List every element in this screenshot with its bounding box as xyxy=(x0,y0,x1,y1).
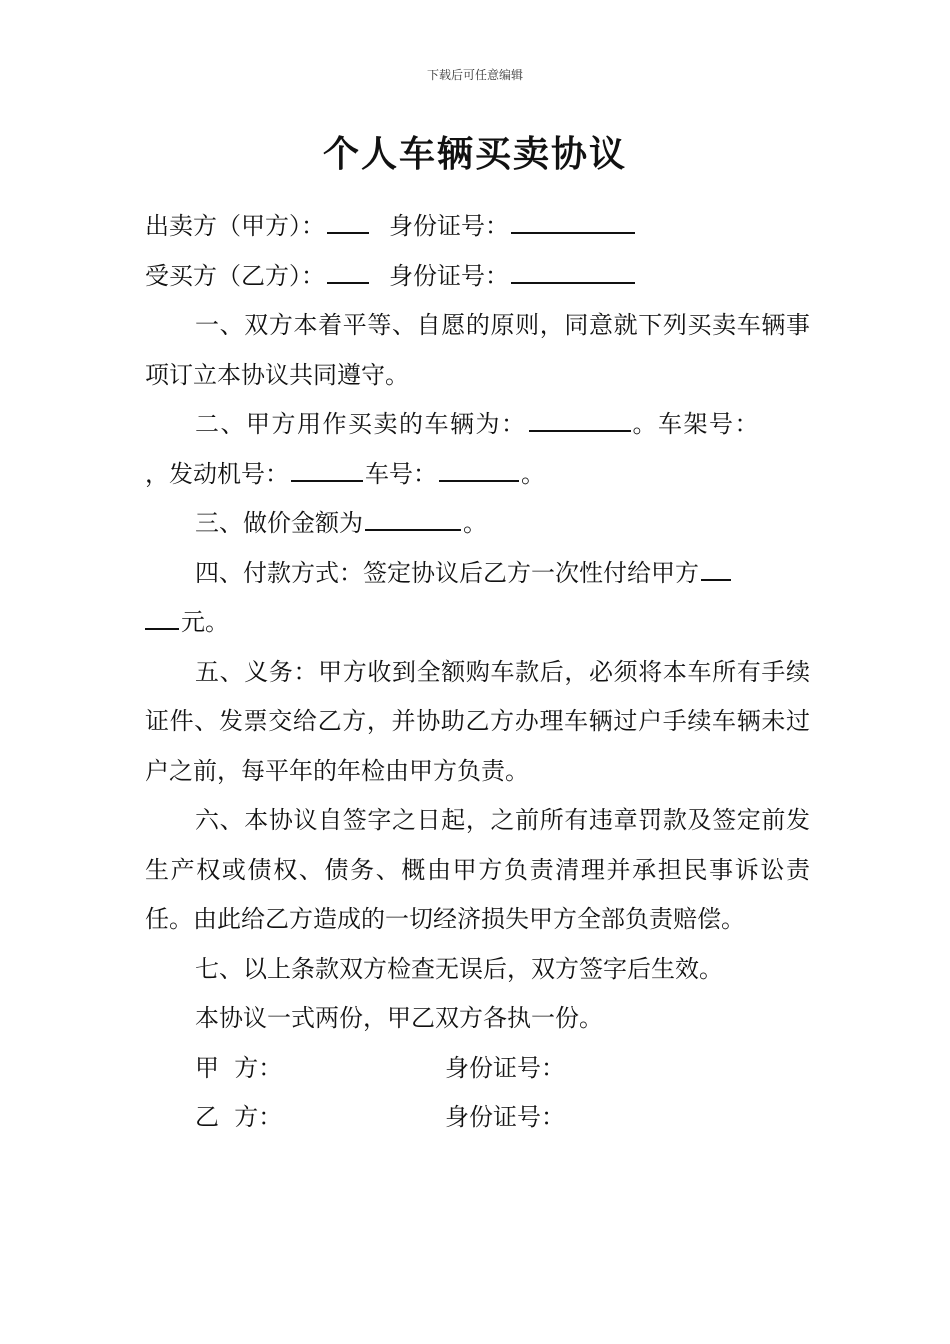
clause-2-continued xyxy=(145,450,810,500)
buyer-line xyxy=(145,252,810,302)
payment-blank-a xyxy=(701,549,731,581)
payment-blank-b xyxy=(145,598,179,630)
clause-4-continued xyxy=(145,598,810,648)
seller-name-blank xyxy=(327,202,369,234)
clause-5: 五、义务：甲方收到全额购车款后，必须将本车所有手续证件、发票交给乙方，并协助乙方办理车辆过户手续车辆未过户之前，每平年的年检由甲方负责。 xyxy=(145,657,810,785)
party-a-id-label: 身份证号： xyxy=(445,1053,565,1082)
document-title: 个人车辆买卖协议 xyxy=(322,133,627,175)
plate-number-label: 车号： xyxy=(365,459,437,488)
engine-number-label: ，发动机号： xyxy=(145,459,289,488)
clause-4-end: 元。 xyxy=(181,608,229,636)
clause-3-prefix: 三、做价金额为 xyxy=(195,509,363,537)
clause-1: 一、双方本着平等、自愿的原则，同意就下列买卖车辆事项订立本协议共同遵守。 xyxy=(145,311,810,389)
seller-line xyxy=(145,202,810,252)
party-b-signature-label: 乙 方： xyxy=(195,1103,283,1131)
seller-id-blank xyxy=(511,202,635,234)
copies-note: 本协议一式两份，甲乙双方各执一份。 xyxy=(195,1004,603,1032)
signature-row-party-b xyxy=(145,1093,810,1143)
buyer-id-blank xyxy=(511,252,635,284)
party-b-id-label: 身份证号： xyxy=(445,1103,565,1131)
buyer-label: 受买方（乙方）： xyxy=(145,261,325,290)
clause-4-prefix: 四、付款方式：签定协议后乙方一次性付给甲方 xyxy=(195,558,699,587)
clause-6: 六、本协议自签字之日起，之前所有违章罚款及签定前发生产权或债权、债务、概由甲方负责清理并承担民事诉讼责任。由此给乙方造成的一切经济损失甲方全部负责赔偿。 xyxy=(145,806,810,933)
header-note: 下载后可任意编辑 xyxy=(426,68,523,82)
signature-row-party-a xyxy=(145,1044,810,1094)
price-blank xyxy=(365,499,461,531)
clause-2-end: 。 xyxy=(521,459,545,488)
document-body xyxy=(145,202,810,1143)
clause-3-end: 。 xyxy=(463,509,487,537)
clause-2 xyxy=(145,400,810,450)
vehicle-blank xyxy=(529,400,631,432)
clause-3 xyxy=(145,499,810,549)
seller-label: 出卖方（甲方）： xyxy=(145,212,325,240)
plate-number-blank xyxy=(439,450,519,482)
frame-number-label: 。车架号： xyxy=(632,410,760,438)
party-a-signature-label: 甲 方： xyxy=(195,1053,283,1082)
clause-4 xyxy=(145,549,810,599)
buyer-id-label: 身份证号： xyxy=(389,261,509,290)
engine-number-blank xyxy=(291,450,363,482)
seller-id-label: 身份证号： xyxy=(389,212,509,240)
clause-2-prefix: 二、甲方用作买卖的车辆为： xyxy=(195,410,527,438)
clause-7: 七、以上条款双方检查无误后，双方签字后生效。 xyxy=(195,954,723,983)
buyer-name-blank xyxy=(327,252,369,284)
